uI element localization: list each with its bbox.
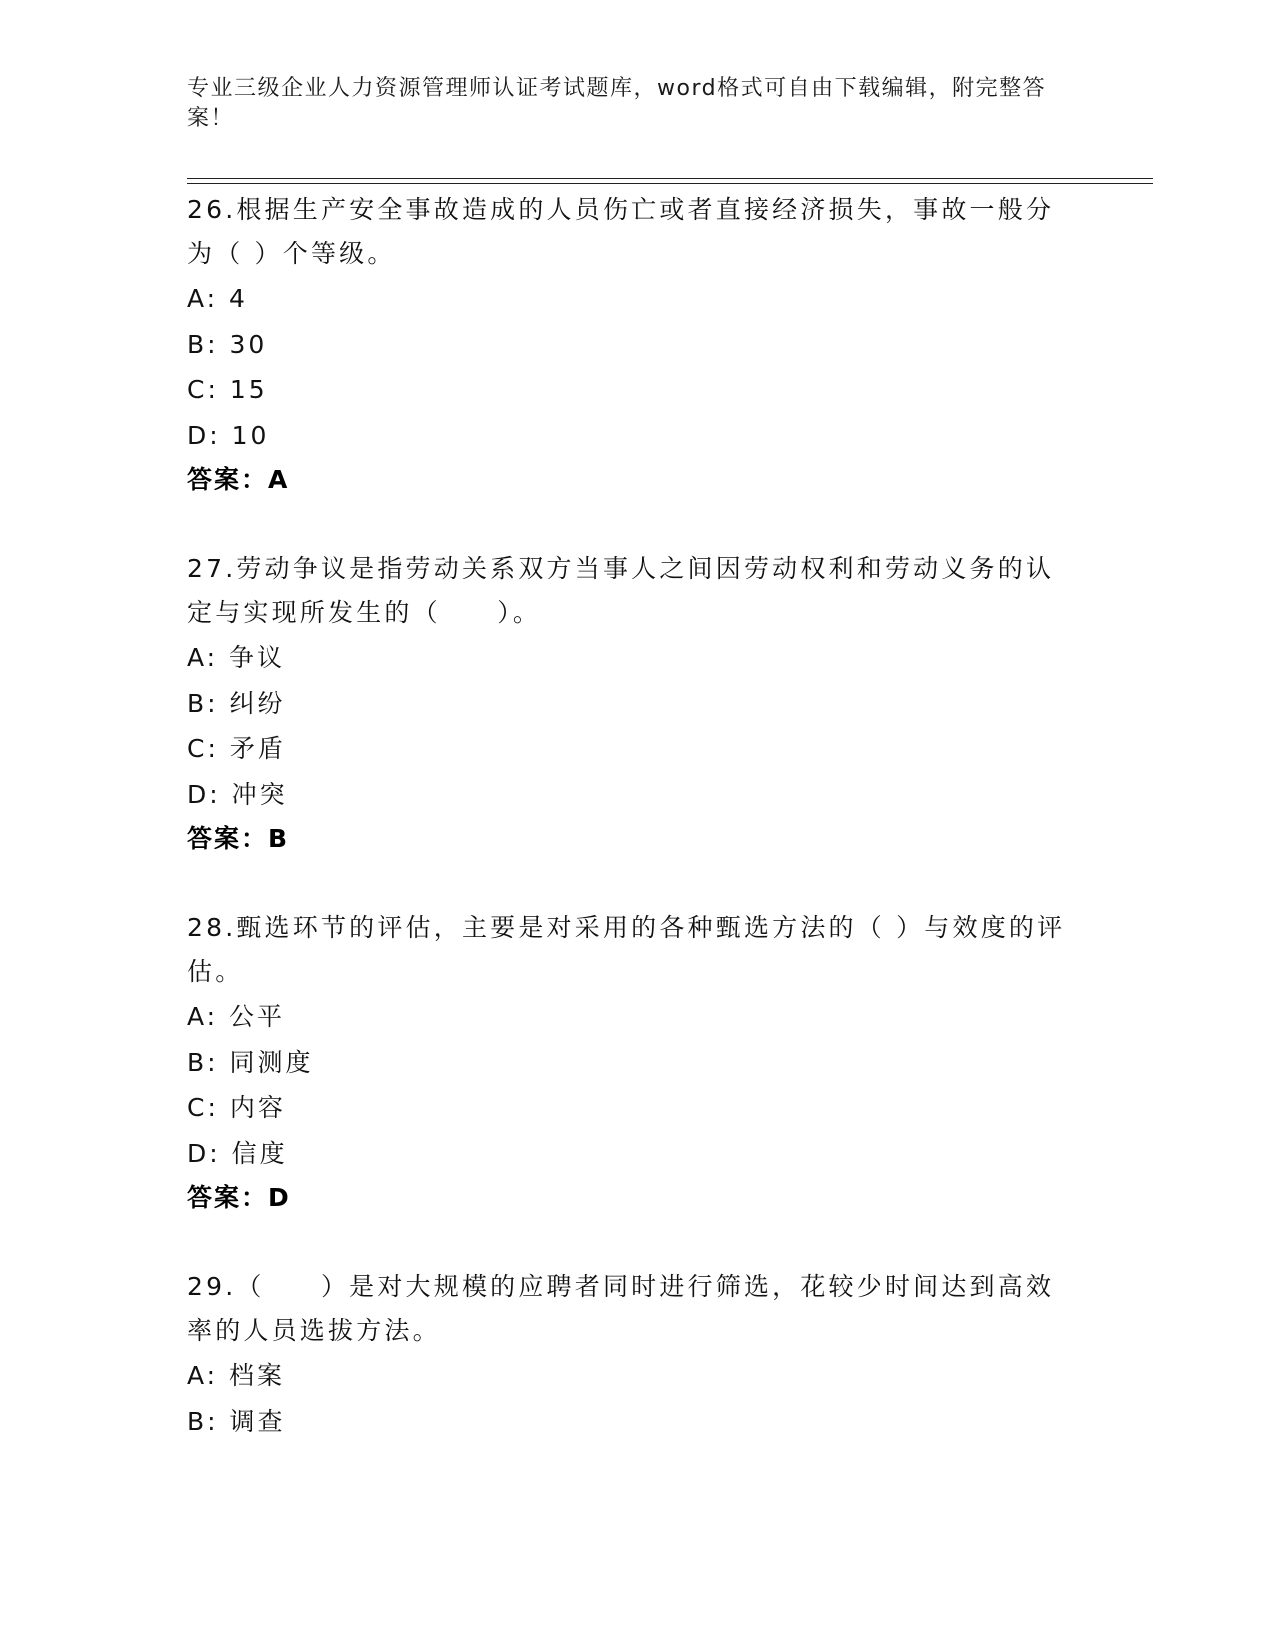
answer: 答案：D bbox=[187, 1183, 291, 1212]
option-a: A: 争议 bbox=[187, 643, 286, 672]
question-29 bbox=[187, 1265, 1067, 1444]
header-divider-bottom bbox=[187, 183, 1153, 184]
option-c: C: 内容 bbox=[187, 1093, 286, 1122]
answer: 答案：B bbox=[187, 824, 290, 853]
option-d: D: 信度 bbox=[187, 1138, 288, 1168]
question-26 bbox=[187, 188, 1067, 502]
option-b: B: 纠纷 bbox=[187, 688, 286, 718]
question-28 bbox=[187, 906, 1067, 1220]
option-d: D: 冲突 bbox=[187, 779, 288, 809]
option-c: C: 矛盾 bbox=[187, 734, 286, 763]
question-27 bbox=[187, 547, 1067, 861]
option-b: B: 调查 bbox=[187, 1406, 286, 1436]
document-header: 专业三级企业人力资源管理师认证考试题库，word格式可自由下载编辑，附完整答案！ bbox=[187, 76, 1047, 131]
answer: 答案：A bbox=[187, 465, 290, 494]
header-divider-top bbox=[187, 178, 1153, 179]
option-a: A: 4 bbox=[187, 284, 248, 313]
option-a: A: 档案 bbox=[187, 1361, 286, 1390]
option-b: B: 同测度 bbox=[187, 1047, 314, 1077]
option-b: B: 30 bbox=[187, 329, 268, 359]
option-d: D: 10 bbox=[187, 420, 270, 450]
option-c: C: 15 bbox=[187, 375, 268, 404]
question-text: 27.劳动争议是指劳动关系双方当事人之间因劳动权利和劳动义务的认定与实现所发生的（ ）。 bbox=[187, 554, 1055, 627]
question-text: 29.（ ）是对大规模的应聘者同时进行筛选，花较少时间达到高效率的人员选拔方法。 bbox=[187, 1272, 1055, 1345]
option-a: A: 公平 bbox=[187, 1002, 286, 1031]
question-text: 26.根据生产安全事故造成的人员伤亡或者直接经济损失，事故一般分为（ ）个等级。 bbox=[187, 195, 1055, 268]
question-text: 28.甄选环节的评估，主要是对采用的各种甄选方法的（ ）与效度的评估。 bbox=[187, 913, 1066, 986]
